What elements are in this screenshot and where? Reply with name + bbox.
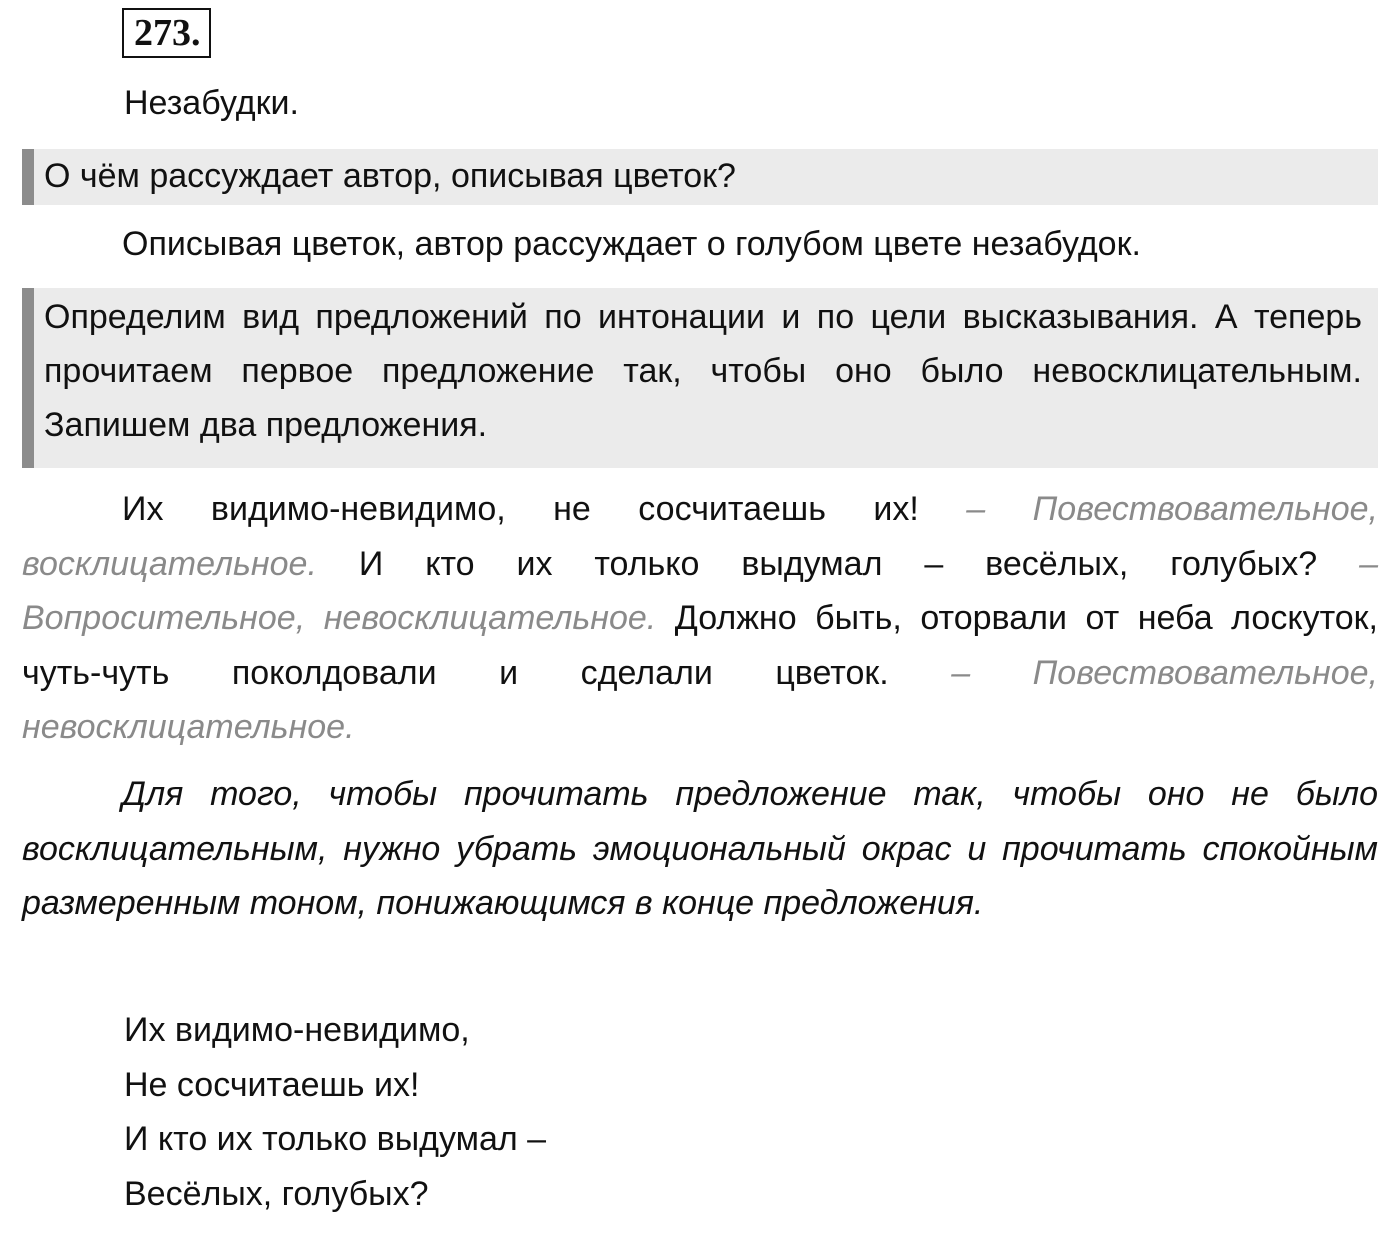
- answer-1: Описывая цветок, автор рассуждает о голубом цвете незабудок.: [122, 225, 1141, 263]
- poem-line-1: Их видимо-невидимо,: [124, 1011, 470, 1049]
- sentence-1-type: – Повествовательное, восклицательное.: [22, 490, 1378, 583]
- poem-line-3: И кто их только выдумал –: [124, 1120, 547, 1158]
- text-title: Незабудки.: [124, 84, 299, 122]
- poem-line-2: Не сосчитаешь их!: [124, 1065, 420, 1104]
- poem: [124, 1003, 546, 1221]
- question-box-1: О чём рассуждает автор, описывая цветок?: [22, 149, 1378, 205]
- reading-rule: Для того, чтобы прочитать предложение так, чтобы оно не было восклицательным, нужно убрать эмоциональный окрас и прочитать спокойным размеренным тоном, понижающимся в конце предложения.: [22, 775, 1378, 922]
- sentence-2: И кто их только выдумал – весёлых, голубых?: [358, 544, 1318, 583]
- sentences-analysis: [22, 482, 1378, 755]
- sentence-3-type: – Повествовательное, невосклицательное.: [22, 653, 1379, 746]
- poem-line-4: Весёлых, голубых?: [124, 1174, 429, 1213]
- sentence-1: Их видимо-невидимо, не сосчитаешь их!: [122, 490, 919, 528]
- question-box-2: Определим вид предложений по интонации и по цели высказывания. А теперь прочитаем первое предложение так, чтобы оно было невосклицательным. Запишем два предложения.: [22, 288, 1378, 468]
- sentence-2-type: – Вопросительное, невосклицательное.: [22, 544, 1378, 637]
- sentence-3: Должно быть, оторвали от неба лоскуток, чуть-чуть поколдовали и сделали цветок.: [22, 599, 1378, 692]
- exercise-number: 273.: [122, 8, 211, 58]
